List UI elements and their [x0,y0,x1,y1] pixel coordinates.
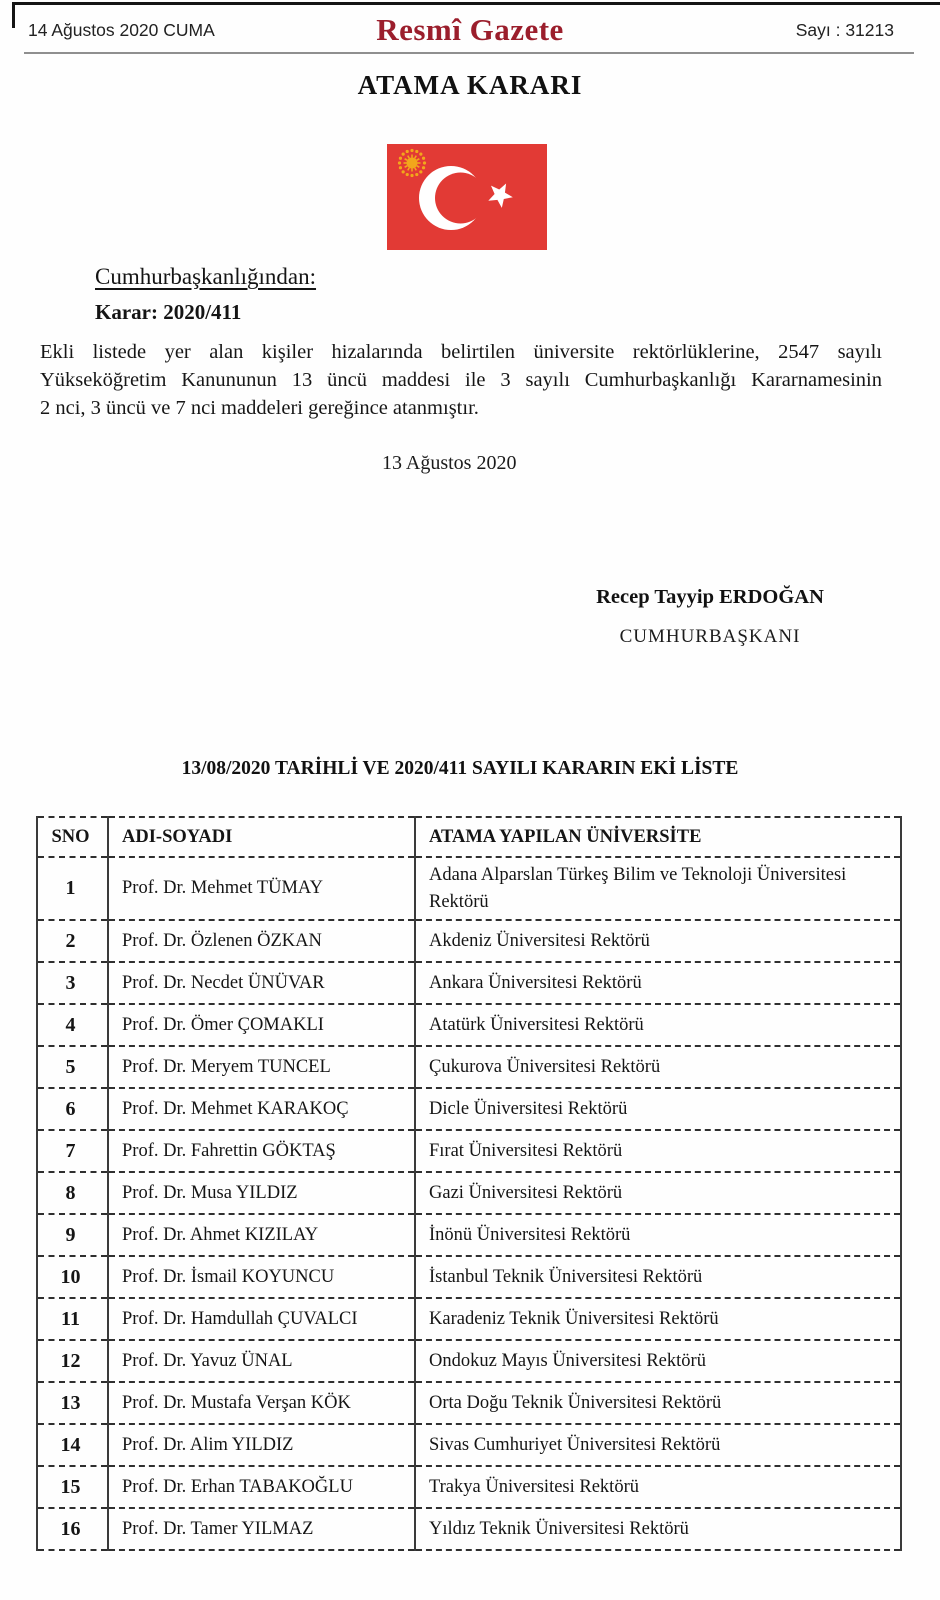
table-header-row [37,817,901,857]
table-row [37,1382,901,1424]
name-cell: Prof. Dr. Ahmet KIZILAY [108,1214,415,1256]
university-cell: Ankara Üniversitesi Rektörü [415,962,901,1004]
sno-cell: 14 [37,1424,108,1466]
name-cell: Prof. Dr. Hamdullah ÇUVALCI [108,1298,415,1340]
table-row [37,920,901,962]
sno-cell: 7 [37,1130,108,1172]
sno-cell: 10 [37,1256,108,1298]
university-cell: Sivas Cumhuriyet Üniversitesi Rektörü [415,1424,901,1466]
decision-number: Karar: 2020/411 [95,300,242,324]
table-row [37,1298,901,1340]
sno-cell: 13 [37,1382,108,1424]
sno-cell: 3 [37,962,108,1004]
name-cell: Prof. Dr. Necdet ÜNÜVAR [108,962,415,1004]
name-cell: Prof. Dr. Özlenen ÖZKAN [108,920,415,962]
name-cell: Prof. Dr. İsmail KOYUNCU [108,1256,415,1298]
name-cell: Prof. Dr. Ömer ÇOMAKLI [108,1004,415,1046]
masthead-rule [24,52,914,54]
masthead-issue: Sayı : 31213 [795,20,894,40]
table-row [37,1088,901,1130]
university-cell: Akdeniz Üniversitesi Rektörü [415,920,901,962]
name-cell: Prof. Dr. Mehmet TÜMAY [108,857,415,920]
university-cell: Dicle Üniversitesi Rektörü [415,1088,901,1130]
table-row [37,857,901,920]
signature-block [560,586,860,648]
university-cell: Trakya Üniversitesi Rektörü [415,1466,901,1508]
table-row [37,1130,901,1172]
table-row [37,1172,901,1214]
annex-title: 13/08/2020 TARİHLİ VE 2020/411 SAYILI KARARIN EKİ LİSTE [181,758,739,779]
header-name: ADI-SOYADI [108,817,415,857]
turkish-presidential-flag [387,144,547,250]
name-cell: Prof. Dr. Erhan TABAKOĞLU [108,1466,415,1508]
table-row [37,962,901,1004]
decision-date: 13 Ağustos 2020 [382,452,517,474]
university-cell: Yıldız Teknik Üniversitesi Rektörü [415,1508,901,1550]
university-cell: Fırat Üniversitesi Rektörü [415,1130,901,1172]
name-cell: Prof. Dr. Fahrettin GÖKTAŞ [108,1130,415,1172]
university-cell: Ondokuz Mayıs Üniversitesi Rektörü [415,1340,901,1382]
university-cell: Çukurova Üniversitesi Rektörü [415,1046,901,1088]
name-cell: Prof. Dr. Musa YILDIZ [108,1172,415,1214]
sno-cell: 1 [37,857,108,920]
name-cell: Prof. Dr. Yavuz ÜNAL [108,1340,415,1382]
table-row [37,1256,901,1298]
table-row [37,1508,901,1550]
table-row [37,1046,901,1088]
university-cell: Adana Alparslan Türkeş Bilim ve Teknoloji Üniversitesi Rektörü [415,857,901,920]
header-university: ATAMA YAPILAN ÜNİVERSİTE [415,817,901,857]
table-row [37,1004,901,1046]
masthead-title: Resmî Gazete [376,12,564,47]
flag-svg [387,144,547,250]
university-cell: Gazi Üniversitesi Rektörü [415,1172,901,1214]
sno-cell: 8 [37,1172,108,1214]
name-cell: Prof. Dr. Meryem TUNCEL [108,1046,415,1088]
university-cell: Atatürk Üniversitesi Rektörü [415,1004,901,1046]
sno-cell: 5 [37,1046,108,1088]
university-cell: İstanbul Teknik Üniversitesi Rektörü [415,1256,901,1298]
sno-cell: 4 [37,1004,108,1046]
name-cell: Prof. Dr. Alim YILDIZ [108,1424,415,1466]
sno-cell: 6 [37,1088,108,1130]
university-cell: İnönü Üniversitesi Rektörü [415,1214,901,1256]
paragraph-line: 2 nci, 3 üncü ve 7 nci maddeleri gereğince atanmıştır. [40,397,479,419]
appointments-table [36,816,902,1551]
table-row [37,1340,901,1382]
masthead-date: 14 Ağustos 2020 CUMA [28,20,215,40]
masthead [0,12,940,52]
sno-cell: 9 [37,1214,108,1256]
table-row [37,1424,901,1466]
sno-cell: 16 [37,1508,108,1550]
table-row [37,1214,901,1256]
decision-body [40,338,882,422]
sno-cell: 11 [37,1298,108,1340]
sno-cell: 2 [37,920,108,962]
sno-cell: 12 [37,1340,108,1382]
name-cell: Prof. Dr. Mehmet KARAKOÇ [108,1088,415,1130]
name-cell: Prof. Dr. Tamer YILMAZ [108,1508,415,1550]
signer-title: CUMHURBAŞKANI [619,626,801,647]
signer-name: Recep Tayyip ERDOĞAN [596,586,824,608]
sno-cell: 15 [37,1466,108,1508]
scan-top-edge [12,2,940,5]
table-row [37,1466,901,1508]
paragraph-line: Yükseköğretim Kanununun 13 üncü maddesi ile 3 sayılı Cumhurbaşkanlığı Kararnamesinin [40,369,882,391]
issuer-heading: Cumhurbaşkanlığından: [95,264,317,289]
header-sno: SNO [37,817,108,857]
paragraph-line: Ekli listede yer alan kişiler hizalarında belirtilen üniversite rektörlüklerine, 2547 sayılı [40,341,882,363]
section-title: ATAMA KARARI [357,70,583,100]
name-cell: Prof. Dr. Mustafa Verşan KÖK [108,1382,415,1424]
university-cell: Karadeniz Teknik Üniversitesi Rektörü [415,1298,901,1340]
university-cell: Orta Doğu Teknik Üniversitesi Rektörü [415,1382,901,1424]
